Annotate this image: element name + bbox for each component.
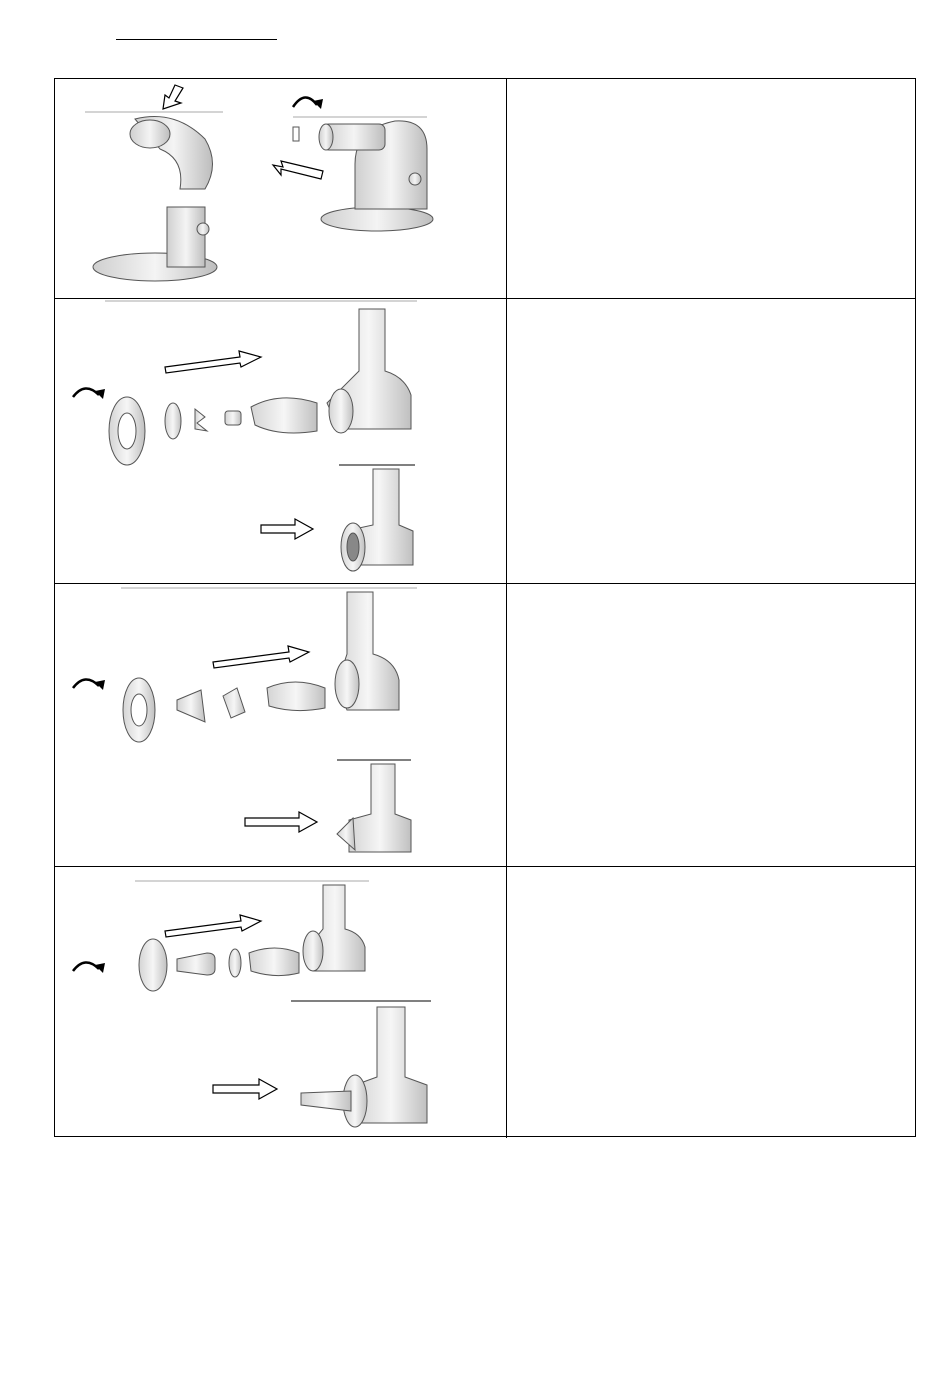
- step-3-illustration: [55, 584, 507, 866]
- rotate-arrow: [73, 679, 99, 688]
- mixer-tilted-head: [85, 112, 223, 281]
- sausage-nozzle: [177, 953, 215, 975]
- rotate-arrow: [293, 97, 317, 107]
- insert-arrow: [163, 85, 183, 109]
- instruction-table: [54, 78, 916, 1137]
- step-row-1: [55, 79, 915, 299]
- step-row-4: [55, 867, 915, 1138]
- heading-underline: [116, 39, 277, 40]
- step-2-description: [507, 299, 915, 583]
- rotate-arrow: [73, 962, 99, 971]
- step-3-description: [507, 584, 915, 866]
- mounted-arrow: [261, 519, 313, 539]
- step-row-3: [55, 584, 915, 867]
- step-4-illustration: [55, 867, 507, 1138]
- star-piece: [223, 688, 245, 718]
- step-1-illustration: [55, 79, 507, 298]
- assembly-arrow: [165, 351, 261, 373]
- assembly-arrow: [213, 646, 309, 668]
- step-4-description: [507, 867, 915, 1138]
- mounted-arrow: [245, 812, 317, 832]
- feed-screw: [251, 398, 317, 433]
- pin-part: [293, 127, 299, 141]
- feed-screw: [267, 682, 325, 711]
- spacer: [225, 411, 241, 425]
- mincing-plate: [165, 403, 181, 439]
- feed-screw: [249, 948, 299, 976]
- step-2-illustration: [55, 299, 507, 583]
- slide-arrow: [273, 161, 323, 179]
- step-1-description: [507, 79, 915, 298]
- assembled-mincer: [349, 764, 411, 852]
- assembly-arrow: [165, 915, 261, 937]
- cutting-blade: [195, 409, 207, 431]
- separator: [229, 949, 241, 977]
- step-row-2: [55, 299, 915, 584]
- rotate-arrow: [73, 388, 99, 397]
- mounted-arrow: [213, 1079, 277, 1099]
- ring-nut: [139, 939, 167, 991]
- cone: [177, 690, 205, 722]
